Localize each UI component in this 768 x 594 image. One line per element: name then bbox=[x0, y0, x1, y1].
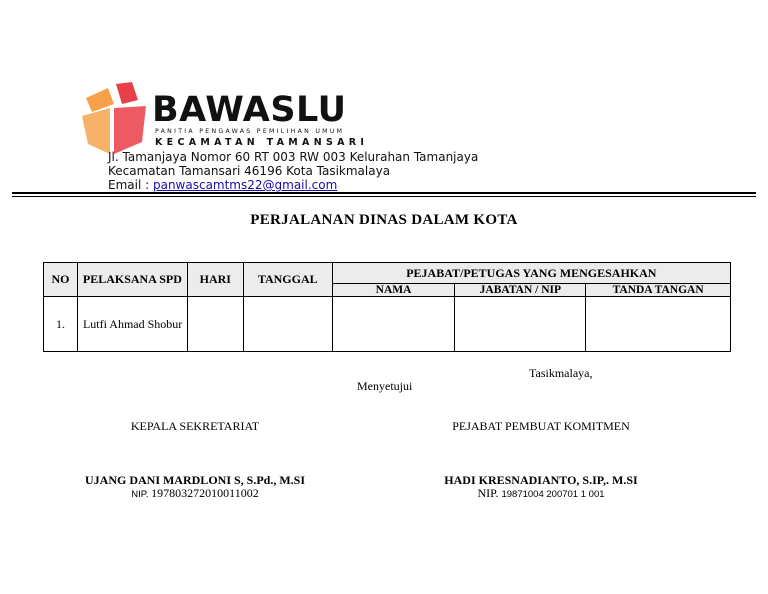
address-line-1: Jl. Tamanjaya Nomor 60 RT 003 RW 003 Kelurahan Tamanjaya bbox=[108, 150, 479, 164]
header-hari: HARI bbox=[187, 263, 243, 297]
right-signer-name: HADI KRESNADIANTO, S.IP,. M.SI bbox=[444, 473, 638, 487]
cell-hari bbox=[187, 297, 243, 352]
letterhead-rule-thin bbox=[12, 196, 756, 197]
cell-tanda-tangan bbox=[586, 297, 731, 352]
right-nip-value: 19871004 200701 1 001 bbox=[501, 489, 605, 500]
email-link[interactable]: panwascamtms22@gmail.com bbox=[152, 178, 338, 192]
letterhead-rule-thick bbox=[12, 192, 756, 194]
bawaslu-logo-icon bbox=[80, 82, 150, 156]
document-title: PERJALANAN DINAS DALAM KOTA bbox=[250, 212, 518, 228]
email-label: Email : bbox=[108, 178, 153, 192]
left-nip-label: NIP. bbox=[131, 489, 152, 500]
cell-nama bbox=[332, 297, 455, 352]
cell-jabatan bbox=[455, 297, 586, 352]
approval-label: Menyetujui bbox=[357, 379, 413, 393]
table-row bbox=[44, 297, 731, 352]
place-date: Tasikmalaya, bbox=[529, 366, 593, 380]
email-line bbox=[108, 178, 337, 192]
header-no: NO bbox=[44, 263, 78, 297]
cell-tanggal bbox=[243, 297, 332, 352]
address-line-2: Kecamatan Tamansari 46196 Kota Tasikmalaya bbox=[108, 164, 391, 178]
left-signer-nip bbox=[60, 486, 330, 501]
header-tanda-tangan: TANDA TANGAN bbox=[586, 284, 731, 297]
header-pelaksana: PELAKSANA SPD bbox=[77, 263, 187, 297]
header-nama: NAMA bbox=[332, 284, 455, 297]
header-tanggal: TANGGAL bbox=[243, 263, 332, 297]
org-district: KECAMATAN TAMANSARI bbox=[155, 137, 369, 148]
left-signer-name: UJANG DANI MARDLONI S, S.Pd., M.SI bbox=[84, 473, 306, 487]
right-nip-label: NIP. bbox=[477, 486, 502, 500]
org-subtitle: PANITIA PENGAWAS PEMILIHAN UMUM bbox=[155, 128, 345, 135]
left-nip-value: 197803272010011002 bbox=[151, 486, 259, 500]
cell-no: 1. bbox=[44, 297, 78, 352]
header-jabatan: JABATAN / NIP bbox=[455, 284, 586, 297]
left-signer-position: KEPALA SEKRETARIAT bbox=[130, 419, 260, 433]
right-signer-nip bbox=[406, 486, 676, 501]
cell-pelaksana: Lutfi Ahmad Shobur bbox=[77, 297, 187, 352]
header-group-pejabat: PEJABAT/PETUGAS YANG MENGESAHKAN bbox=[332, 263, 730, 284]
spd-table bbox=[43, 262, 731, 352]
org-name: BAWASLU bbox=[152, 90, 347, 130]
right-signer-position: PEJABAT PEMBUAT KOMITMEN bbox=[452, 419, 630, 433]
